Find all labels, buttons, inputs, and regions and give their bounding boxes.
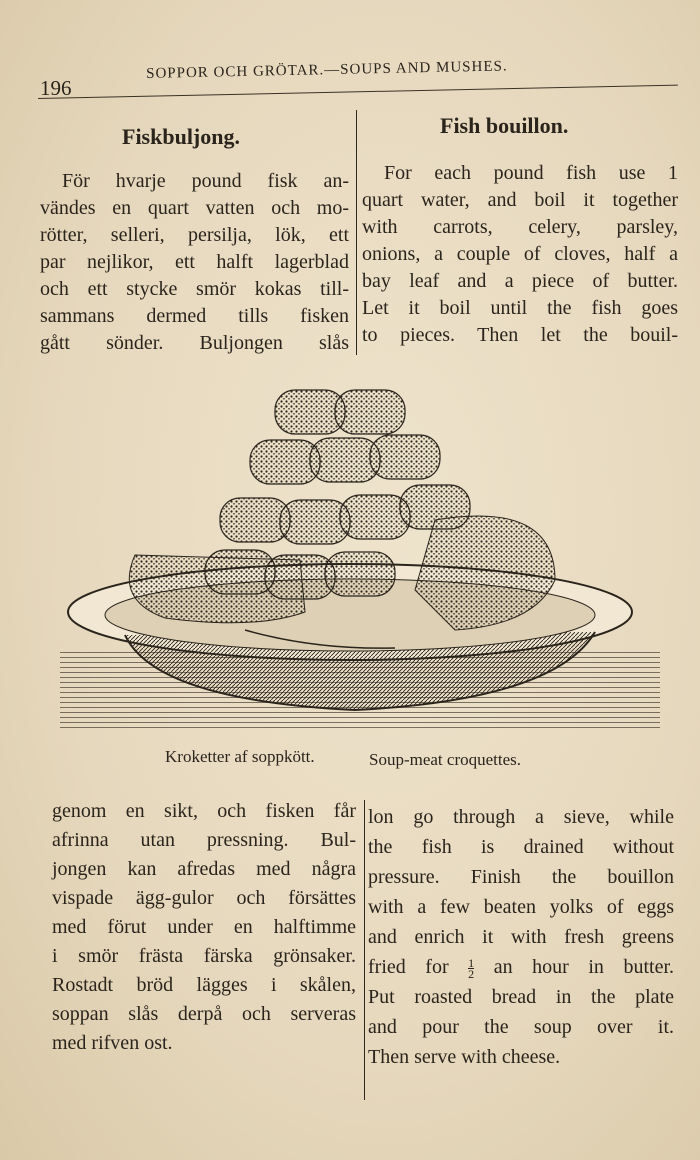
caption-swedish: Kroketter af soppkött.	[165, 747, 315, 766]
text-line: med förut under en halftimme	[52, 916, 356, 938]
text-line: quart water, and boil it together	[362, 189, 678, 211]
fraction	[468, 955, 475, 981]
text-line: soppan slås derpå och serveras	[52, 1003, 356, 1025]
swedish-paragraph-bottom	[52, 797, 356, 1058]
fraction-denominator: 2	[468, 966, 475, 981]
english-paragraph-bottom	[368, 802, 674, 1072]
text-line: the fish is drained without	[368, 836, 674, 858]
text-line: sammans dermed tills fisken	[40, 305, 349, 327]
text-line: Put roasted bread in the plate	[368, 986, 674, 1008]
text-line: lon go through a sieve, while	[368, 806, 674, 828]
text-line: och ett stycke smör kokas till-	[40, 278, 349, 300]
text-line: gått sönder. Buljongen slås	[40, 332, 349, 354]
swedish-paragraph-top	[40, 168, 349, 357]
column-divider-bottom	[364, 800, 365, 1100]
croquettes-illustration	[55, 380, 665, 740]
text-line: rötter, selleri, persilja, lök, ett	[40, 224, 349, 246]
running-title: SOPPOR OCH GRÖTAR.—SOUPS AND MUSHES.	[146, 58, 508, 82]
english-paragraph-top	[362, 160, 678, 349]
column-divider-top	[356, 110, 357, 355]
header-rule	[38, 85, 678, 99]
text-line: med rifven ost.	[52, 1032, 173, 1054]
page-number: 196	[40, 76, 72, 100]
text-line: and enrich it with fresh greens	[368, 926, 674, 948]
text-line: jongen kan afredas med några	[52, 858, 356, 880]
text-line-with-fraction	[368, 952, 674, 982]
text-line: Rostadt bröd lägges i skålen,	[52, 974, 356, 996]
text-line: i smör frästa färska grönsaker.	[52, 945, 356, 967]
text-line: afrinna utan pressning. Bul-	[52, 829, 356, 851]
english-heading: Fish bouillon.	[440, 113, 569, 138]
text-line: with carrots, celery, parsley,	[362, 216, 678, 238]
text-line: Then serve with cheese.	[368, 1046, 561, 1068]
text-fragment: fried for	[368, 956, 449, 978]
text-line: genom en sikt, och fisken får	[52, 800, 356, 822]
swedish-heading: Fiskbuljong.	[122, 124, 240, 149]
text-line: pressure. Finish the bouillon	[368, 866, 674, 888]
caption-english: Soup-meat croquettes.	[369, 750, 522, 769]
text-fragment: an hour in butter.	[493, 956, 674, 978]
text-line: vändes en quart vatten och mo-	[40, 197, 349, 219]
text-line: and pour the soup over it.	[368, 1016, 674, 1038]
text-line: onions, a couple of cloves, half a	[362, 243, 678, 265]
text-line: with a few beaten yolks of eggs	[368, 896, 674, 918]
text-line: Let it boil until the fish goes	[362, 297, 678, 319]
text-line: to pieces. Then let the bouil-	[362, 324, 678, 346]
text-line: par nejlikor, ett halft lagerblad	[40, 251, 349, 273]
text-line: vispade ägg-gulor och försättes	[52, 887, 356, 909]
text-line: bay leaf and a piece of butter.	[362, 270, 678, 292]
fraction-numerator: 1	[468, 955, 475, 970]
text-line: För hvarje pound fisk an-	[62, 170, 349, 192]
text-line: For each pound fish use 1	[384, 162, 678, 184]
